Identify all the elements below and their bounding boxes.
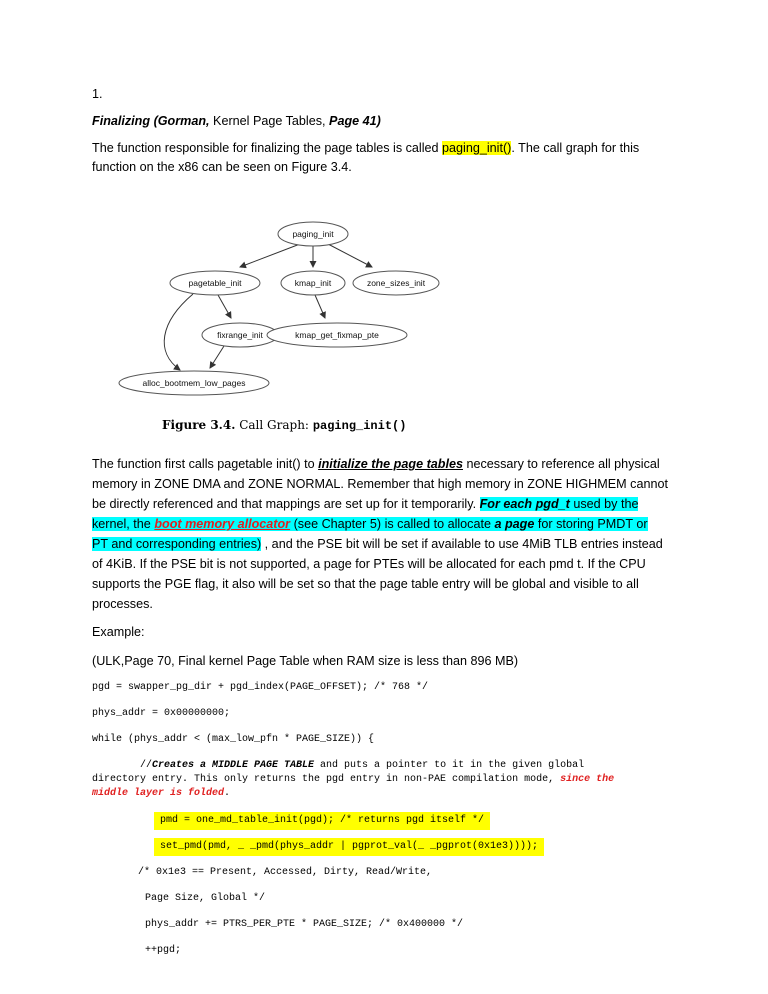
para1-line1 [92,138,639,158]
para2-line7: supports the PGE flag, it also will be set so that the page table entry will be global and visible to all [92,577,639,591]
pt-entries-highlight: PT and corresponding entries) [92,537,262,551]
middle-layer-folded-red: middle layer is folded [92,788,225,799]
comment-period: . [224,788,231,799]
para2-text: be directly referenced and that mappings are set up for it temporarily. [92,497,480,511]
code-line-5 [92,773,614,787]
a-page-emphasis: a page [494,517,535,531]
comment-slashes: // [140,760,153,771]
caption-label: Figure 3.4. [162,418,236,432]
comment-text: and puts a pointer to it in the given global [314,760,585,771]
example-label: Example: [92,625,145,639]
heading-part-2: Kernel Page Tables, [209,114,330,128]
heading-part-3: Page 41) [329,114,381,128]
para2-line4 [92,514,648,534]
code-line-10: Page Size, Global */ [145,893,266,904]
label-fixrange-init: fixrange_init [217,330,263,340]
para2-text: (see Chapter 5) is called to allocate [290,517,495,531]
heading-part-1: Finalizing (Gorman, [92,114,210,128]
label-kmap-get-fixmap-pte: kmap_get_fixmap_pte [295,330,379,340]
para1-text-end: . The call graph for this [511,141,640,155]
caption-func: paging_init() [312,419,407,433]
edge-fixrange-alloc [210,346,224,368]
code-line-7: pmd = one_md_table_init(pgd); /* returns pgd itself */ [154,812,490,830]
code-line-1: pgd = swapper_pg_dir + pgd_index(PAGE_OFFSET); /* 768 */ [92,682,429,693]
edge-paging-zone [328,244,372,267]
figure-caption [162,418,406,433]
label-paging-init: paging_init [292,229,334,239]
reference-line: (ULK,Page 70, Final kernel Page Table when RAM size is less than 896 MB) [92,654,519,668]
para2-line2: memory in ZONE DMA and ZONE NORMAL. Remember that high memory in ZONE HIGHMEM cannot [92,477,668,491]
edge-kmap-fixmap [315,295,325,318]
para2-text: necessary to reference all physical [462,457,660,471]
code-line-8: set_pmd(pmd, _ _pmd(phys_addr | pgprot_val(_ _pgprot(0x1e3)))); [154,838,544,856]
caption-text: Call Graph: [239,418,309,432]
code-line-12: ++pgd; [145,945,182,956]
para2-line3 [92,494,638,514]
section-heading [92,111,381,131]
code-line-6 [92,787,230,801]
para2-text: kernel, the [92,517,155,531]
item-number: 1. [92,87,103,101]
label-alloc-bootmem-low-pages: alloc_bootmem_low_pages [142,378,246,388]
code-line-3: while (phys_addr < (max_low_pfn * PAGE_SIZE)) { [92,734,375,745]
para2-line8: processes. [92,597,153,611]
edge-pagetable-alloc [164,294,193,370]
para1-text: The function responsible for finalizing the page tables is called [92,141,443,155]
initialize-page-tables-emphasis: initialize the page tables [318,457,463,471]
para2-text: The function first calls pagetable init() to [92,457,319,471]
edge-pagetable-fixrange [218,295,231,318]
code-line-9: /* 0x1e3 == Present, Accessed, Dirty, Read/Write, [138,867,433,878]
para2-text: for storing PMDT or [534,517,648,531]
code-line-11: phys_addr += PTRS_PER_PTE * PAGE_SIZE; /* 0x400000 */ [145,919,464,930]
para2-text: used by the [569,497,639,511]
para1-line2: function on the x86 can be seen on Figure 3.4. [92,160,352,174]
code-line-4 [140,759,584,773]
for-each-pgd-emphasis: For each pgd_t [479,497,570,511]
comment-text: directory entry. This only returns the pgd entry in non-PAE compilation mode, [92,774,561,785]
code-line-2: phys_addr = 0x00000000; [92,708,231,719]
boot-memory-allocator-emphasis: boot memory allocator [154,517,291,531]
para2-line5 [92,534,663,554]
label-pagetable-init: pagetable_init [188,278,242,288]
para2-line6: of 4KiB. If the PSE bit is not supported, a page for PTEs will be allocated for each pmd t. If the CPU [92,557,646,571]
label-zone-sizes-init: zone_sizes_init [366,278,426,288]
call-graph-figure [100,212,460,442]
para2-line1 [92,454,660,474]
paging-init-highlight: paging_init() [442,141,512,155]
label-kmap-init: kmap_init [294,278,332,288]
edge-paging-pagetable [240,244,300,267]
since-the-red: since the [560,774,615,785]
para2-text: , and the PSE bit will be set if available to use 4MiB TLB entries instead [261,537,663,551]
middle-page-table-emphasis: Creates a MIDDLE PAGE TABLE [152,760,315,771]
